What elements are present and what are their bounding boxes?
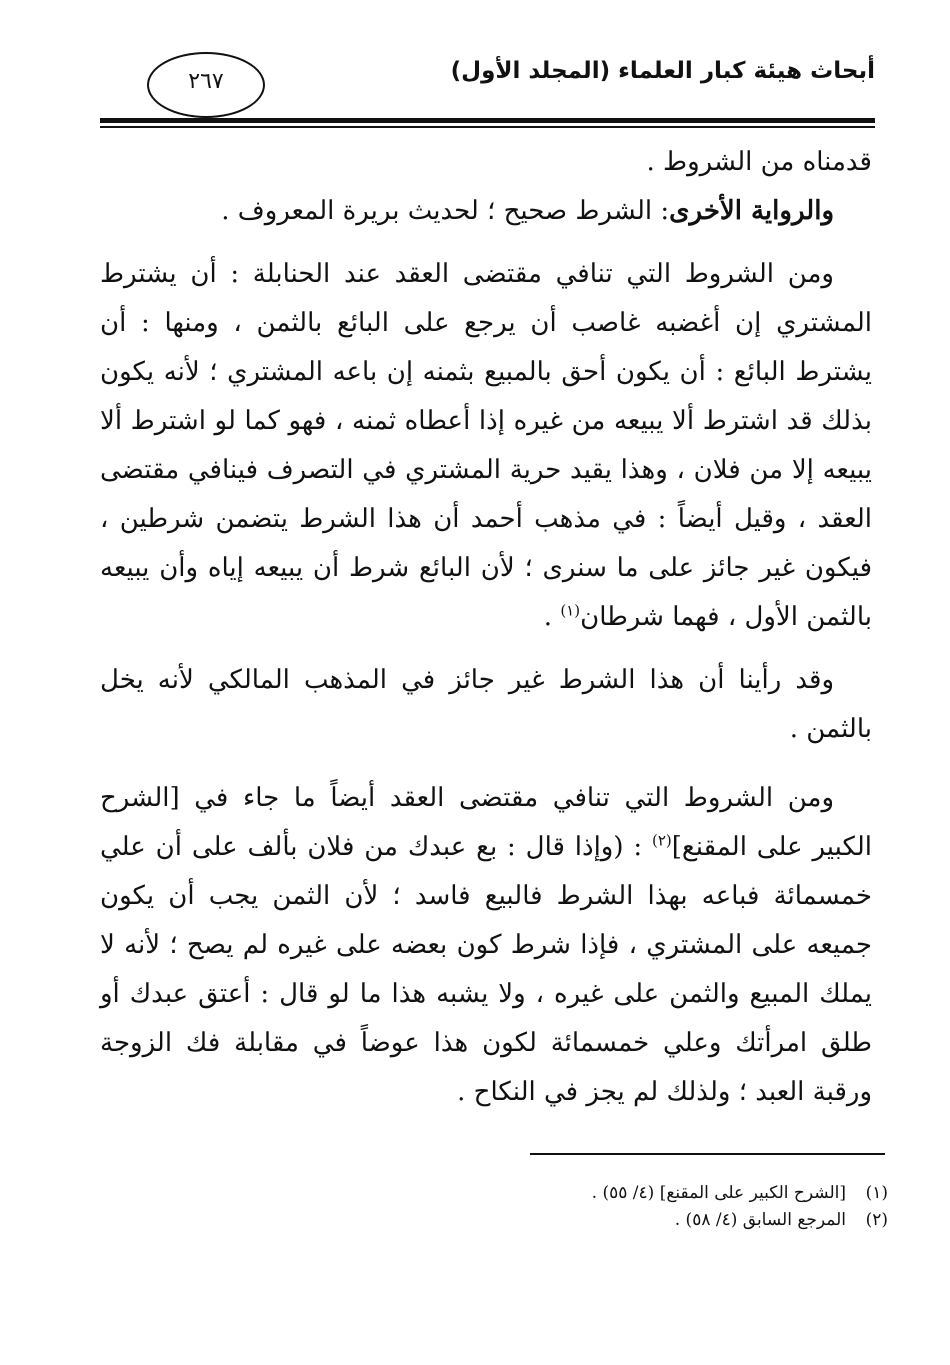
paragraph-4: وقد رأينا أن هذا الشرط غير جائز في المذهب المالكي لأنه يخل بالثمن . [100, 665, 872, 744]
paragraph-gap [100, 754, 872, 774]
footnote-ref-1: (١) [560, 601, 581, 620]
footnote-separator [530, 1153, 885, 1155]
header-title: أبحاث هيئة كبار العلماء (المجلد الأول) [450, 58, 875, 84]
paragraph-1: قدمناه من الشروط . [646, 147, 872, 177]
paragraph-5-text-a: ومن الشروط التي تنافي مقتضى العقد أيضاً ما جاء في [الشرح الكبير على المقنع] [100, 783, 872, 862]
footnotes [400, 1180, 888, 1234]
page-header [100, 52, 875, 132]
paragraph-2-lead: والرواية الأخرى [669, 196, 834, 226]
footnote-1-number: (١) [865, 1183, 888, 1203]
page-number: ٢٦٧ [188, 69, 224, 94]
footnote-1 [400, 1180, 888, 1207]
paragraph-3-text: ومن الشروط التي تنافي مقتضى العقد عند الحنابلة : أن يشترط المشتري إن أغضبه غاصب أن يرجع على البائع بالثمن ، ومنها : أن يشترط البائع : أن يكون أحق بالمبيع بثمنه إن باعه المشتري ؛ لأنه يكون بذلك قد اشترط ألا يبيعه من غيره إذا أعطاه ثمنه ، فهو كما لو اشترط ألا يبيعه إلا من فلان ، وهذا يقيد حرية المشتري في التصرف فينافي مقتضى العقد ، وقيل أيضاً : في مذهب أحمد أن هذا الشرط يتضمن شرطين ، فيكون غير جائز على ما سنرى ؛ لأن البائع شرط أن يبيعه إياه وأن يبيعه بالثمن الأول ، فهما شرطان [100, 259, 872, 632]
page-number-oval [147, 52, 265, 118]
paragraph-gap [100, 236, 872, 250]
body-text [100, 138, 872, 1117]
paragraph-5-text-b: : (وإذا قال : بع عبدك من فلان بألف على أن علي خمسمائة فباعه بهذا الشرط فالبيع فاسد ؛ لأن الثمن يجب أن يكون جميعه على المشتري ، فإذا شرط كون بعضه على غيره لم يصح ؛ لأنه لا يملك المبيع والثمن على غيره ، ولا يشبه هذا ما لو قال : أعتق عبدك أو طلق امرأتك وعلي خمسمائة لكون هذا عوضاً في مقابلة فك الزوجة ورقبة العبد ؛ ولذلك لم يجز في النكاح . [100, 832, 872, 1107]
footnote-1-text: [الشرح الكبير على المقنع] (٤/ ٥٥) . [591, 1183, 846, 1203]
paragraph-2-rest: : الشرط صحيح ؛ لحديث بريرة المعروف . [221, 196, 670, 226]
footnote-2-number: (٢) [865, 1210, 888, 1230]
header-rule-thin [100, 126, 875, 128]
paragraph-3-end: . [543, 602, 561, 632]
footnote-2 [400, 1207, 888, 1234]
header-rule-thick [100, 118, 875, 123]
footnote-2-text: المرجع السابق (٤/ ٥٨) . [674, 1210, 846, 1230]
paragraph-gap [100, 642, 872, 656]
footnote-ref-2: (٢) [652, 831, 672, 850]
paragraph-3 [100, 250, 872, 642]
paragraph-2 [100, 187, 872, 236]
paragraph-5 [100, 774, 872, 1117]
